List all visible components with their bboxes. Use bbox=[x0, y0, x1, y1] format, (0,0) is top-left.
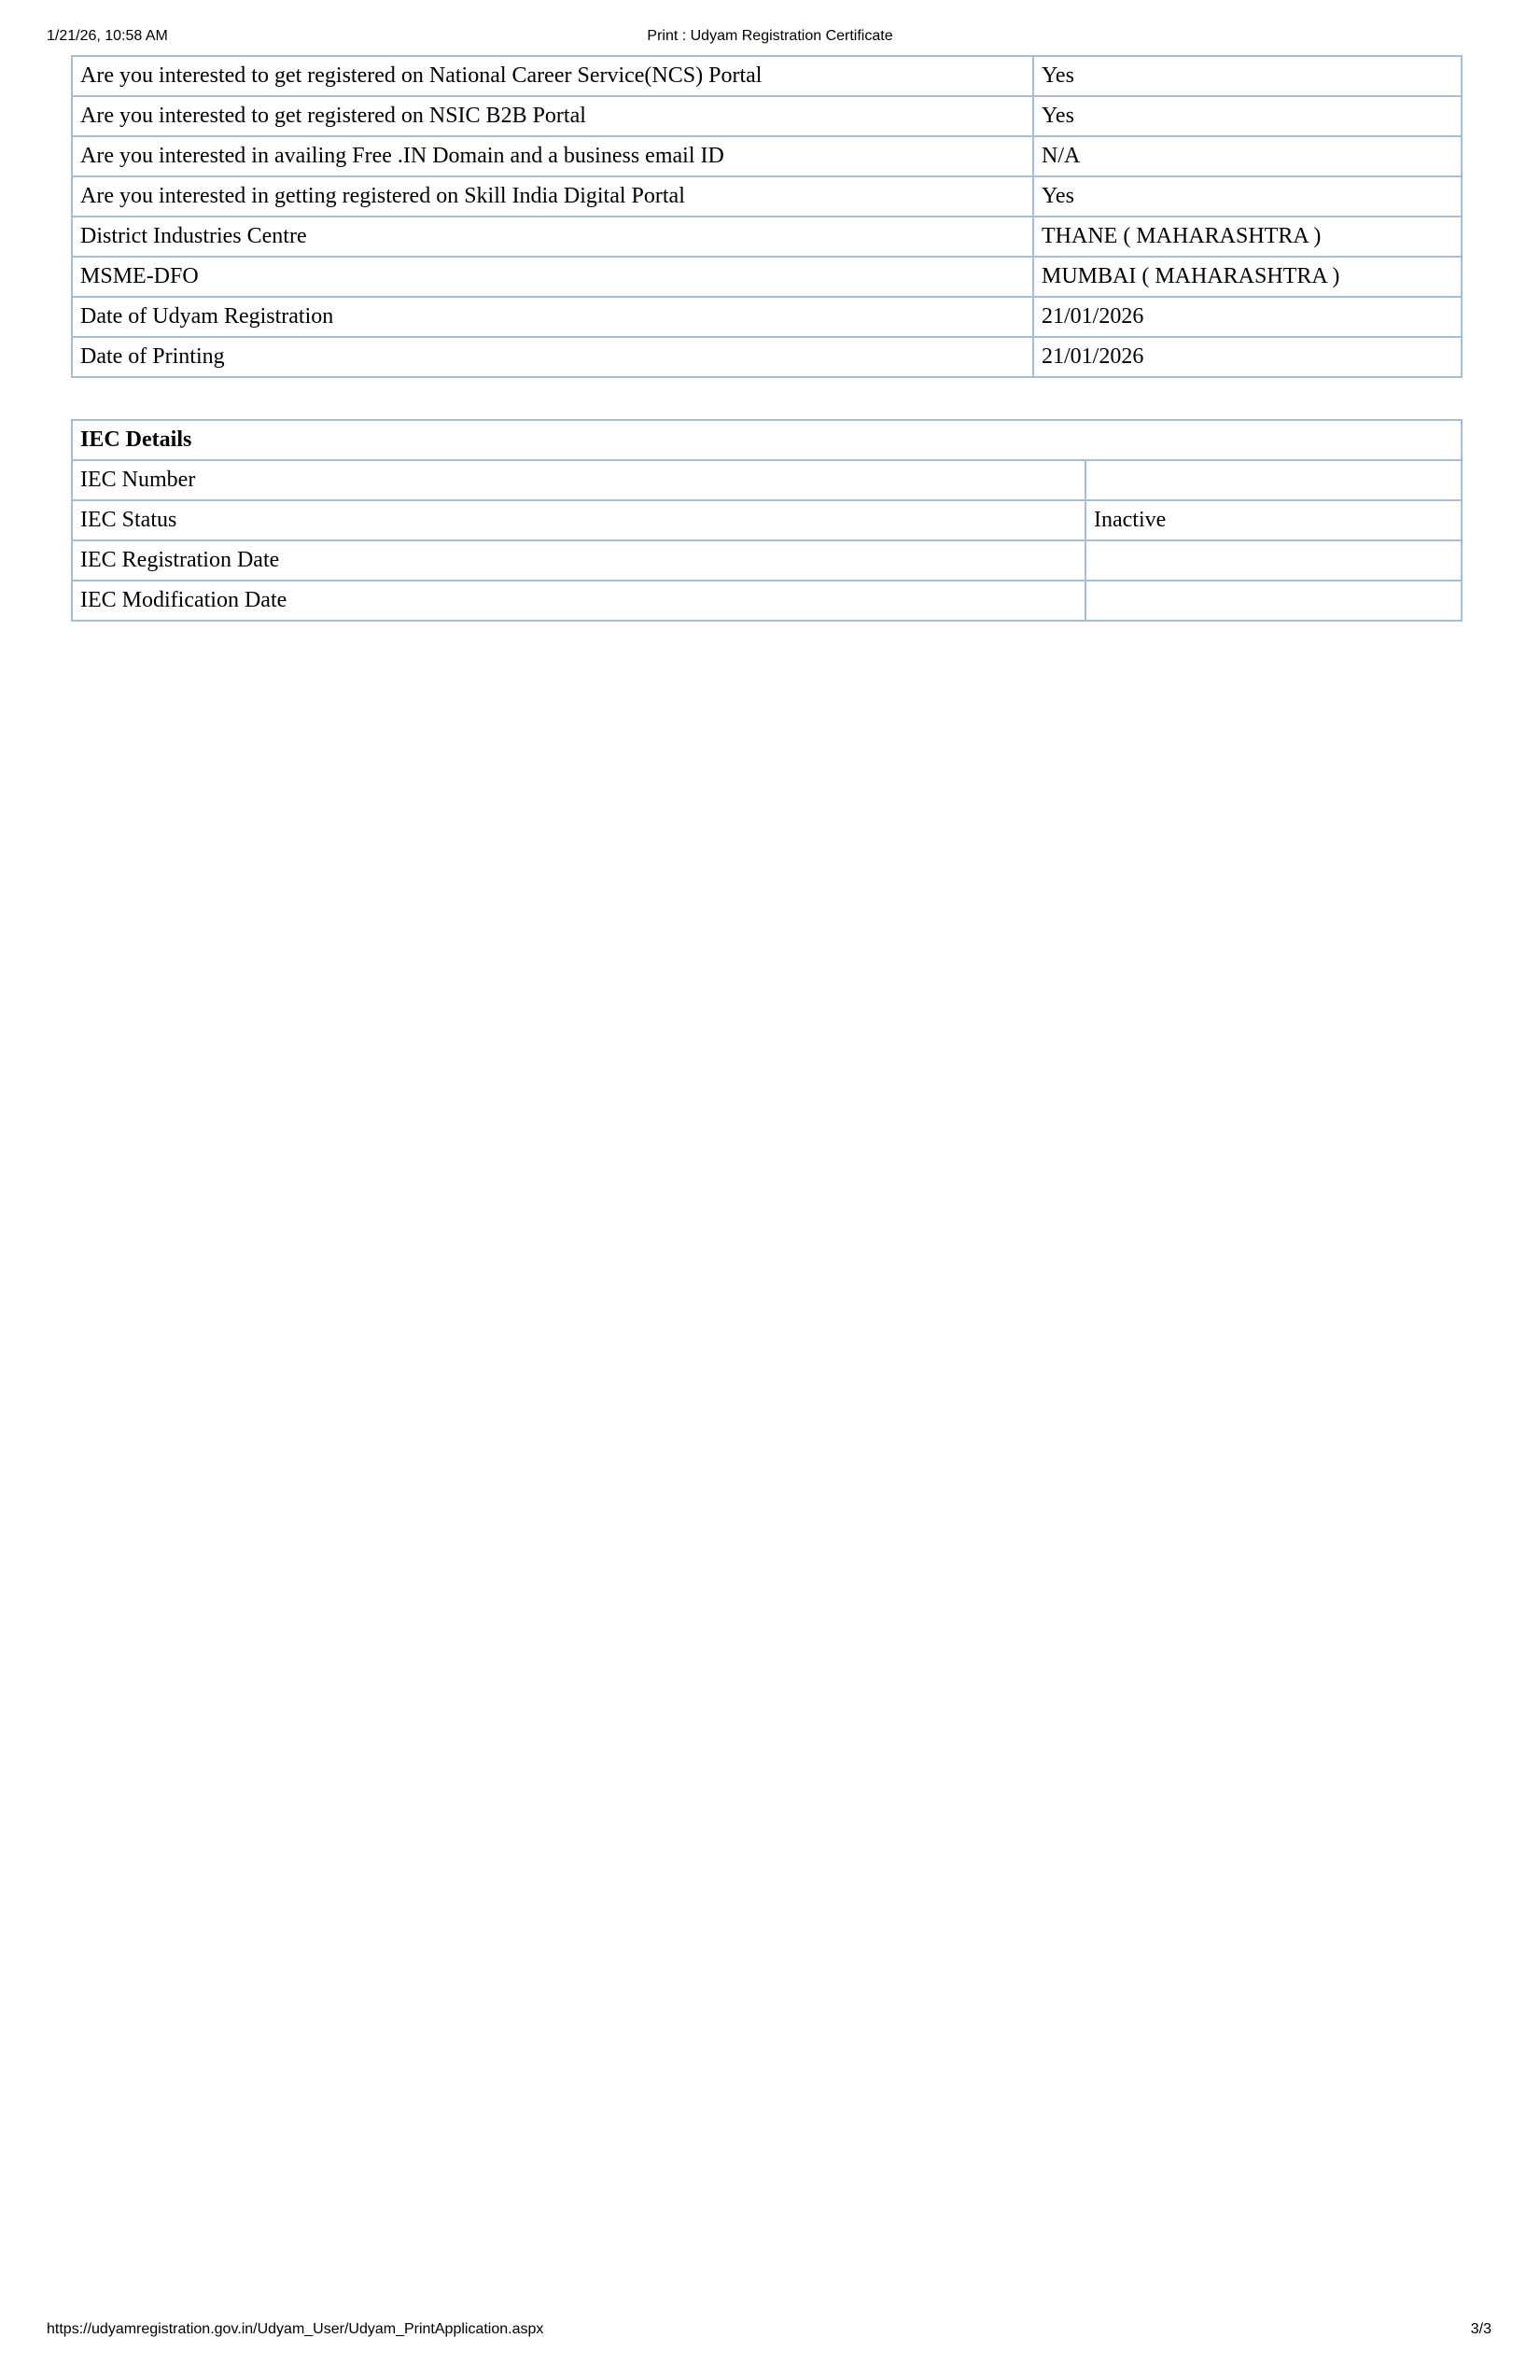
table-row bbox=[72, 257, 1462, 297]
print-datetime: 1/21/26, 10:58 AM bbox=[47, 28, 168, 44]
row-value: 21/01/2026 bbox=[1033, 297, 1462, 337]
row-value bbox=[1085, 540, 1462, 581]
iec-details-table bbox=[71, 419, 1463, 622]
row-label: Are you interested to get registered on National Career Service(NCS) Portal bbox=[72, 56, 1033, 96]
print-title: Print : Udyam Registration Certificate bbox=[647, 28, 893, 44]
row-value: Yes bbox=[1033, 176, 1462, 217]
row-value bbox=[1085, 581, 1462, 621]
row-label: District Industries Centre bbox=[72, 217, 1033, 257]
table-row bbox=[72, 96, 1462, 136]
table-row bbox=[72, 56, 1462, 96]
row-label: IEC Modification Date bbox=[72, 581, 1085, 621]
table-row bbox=[72, 337, 1462, 377]
page-url: https://udyamregistration.gov.in/Udyam_User/Udyam_PrintApplication.aspx bbox=[47, 2321, 544, 2337]
row-value: THANE ( MAHARASHTRA ) bbox=[1033, 217, 1462, 257]
table-row bbox=[72, 217, 1462, 257]
page-number: 3/3 bbox=[1470, 2321, 1491, 2337]
table-row bbox=[72, 176, 1462, 217]
registration-details-table bbox=[71, 55, 1463, 378]
row-value: MUMBAI ( MAHARASHTRA ) bbox=[1033, 257, 1462, 297]
iec-heading-row bbox=[72, 420, 1462, 460]
row-label: IEC Number bbox=[72, 460, 1085, 500]
table-row bbox=[72, 297, 1462, 337]
row-value: 21/01/2026 bbox=[1033, 337, 1462, 377]
row-label: Are you interested in availing Free .IN Domain and a business email ID bbox=[72, 136, 1033, 176]
row-value: Yes bbox=[1033, 96, 1462, 136]
row-value bbox=[1085, 460, 1462, 500]
row-label: Date of Printing bbox=[72, 337, 1033, 377]
iec-heading: IEC Details bbox=[72, 420, 1462, 460]
row-label: IEC Registration Date bbox=[72, 540, 1085, 581]
row-value: Yes bbox=[1033, 56, 1462, 96]
table-row bbox=[72, 540, 1462, 581]
table-row bbox=[72, 581, 1462, 621]
row-label: Are you interested in getting registered on Skill India Digital Portal bbox=[72, 176, 1033, 217]
table-row bbox=[72, 460, 1462, 500]
row-label: Are you interested to get registered on NSIC B2B Portal bbox=[72, 96, 1033, 136]
table-row bbox=[72, 136, 1462, 176]
row-label: IEC Status bbox=[72, 500, 1085, 540]
row-label: Date of Udyam Registration bbox=[72, 297, 1033, 337]
row-value: Inactive bbox=[1085, 500, 1462, 540]
row-value: N/A bbox=[1033, 136, 1462, 176]
row-label: MSME-DFO bbox=[72, 257, 1033, 297]
table-row bbox=[72, 500, 1462, 540]
